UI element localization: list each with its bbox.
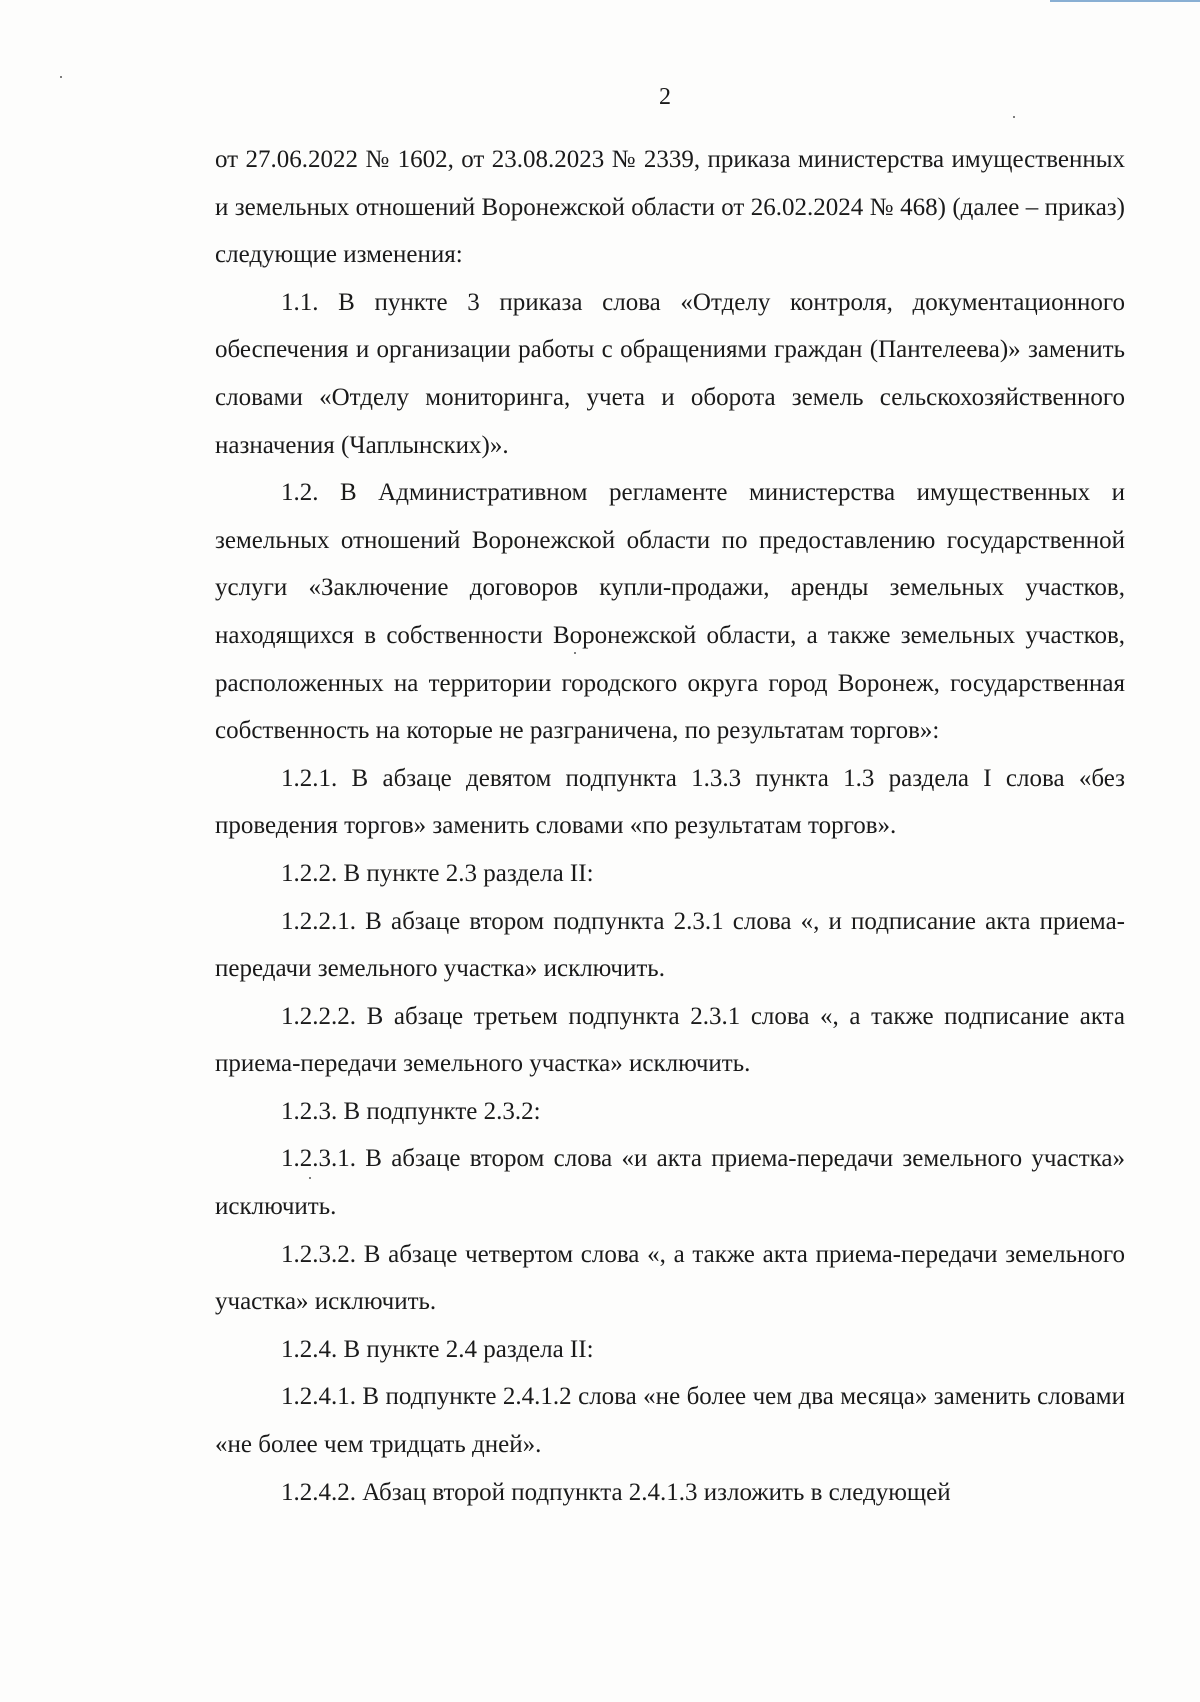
paragraph-1-2-3: 1.2.3. В подпункте 2.3.2: — [281, 1097, 541, 1125]
paragraph-continuation: от 27.06.2022 № 1602, от 23.08.2023 № 2339, приказа министерства имущественных и земельных отношений Воронежской области от 26.02.2024 № 468) (далее – приказ) следующие изменения: — [215, 146, 1125, 269]
paragraph-1-2-1: 1.2.1. В абзаце девятом подпункта 1.3.3 пункта 1.3 раздела I слова «без проведения торгов» заменить словами «по результатам торгов». — [215, 764, 1125, 840]
scan-speck — [1013, 116, 1015, 118]
scan-speck — [60, 76, 62, 78]
paragraph-1-1: 1.1. В пункте 3 приказа слова «Отделу контроля, документационного обеспечения и организации работы с обращениями граждан (Пантелеева)» заменить словами «Отделу мониторинга, учета и оборота земель сельскохозяйственного назначения (Чаплынских)». — [215, 288, 1125, 459]
paragraph-1-2-2-1: 1.2.2.1. В абзаце втором подпункта 2.3.1 слова «, и подписание акта приема-передачи земельного участка» исключить. — [215, 907, 1125, 983]
paragraph-1-2-2: 1.2.2. В пункте 2.3 раздела II: — [281, 859, 594, 887]
document-body — [215, 136, 1125, 1516]
paragraph-1-2-3-1: 1.2.3.1. В абзаце втором слова «и акта приема-передачи земельного участка» исключить. — [215, 1145, 1125, 1221]
paragraph-1-2: 1.2. В Административном регламенте министерства имущественных и земельных отношений Воронежской области по предоставлению государственной услуги «Заключение договоров купли-продажи, аренды земельных участков, находящихся в собственности Воронежской области, а также земельных участков, расположенных на территории городского округа город Воронеж, государственная собственность на которые не разграничена, по результатам торгов»: — [215, 479, 1125, 745]
paragraph-1-2-4-2: 1.2.4.2. Абзац второй подпункта 2.4.1.3 изложить в следующей — [281, 1478, 951, 1506]
paragraph-1-2-3-2: 1.2.3.2. В абзаце четвертом слова «, а также акта приема-передачи земельного участка» исключить. — [215, 1240, 1125, 1316]
paragraph-1-2-4-1: 1.2.4.1. В подпункте 2.4.1.2 слова «не более чем два месяца» заменить словами «не более чем тридцать дней». — [215, 1383, 1125, 1459]
page-number: 2 — [659, 84, 671, 110]
paragraph-1-2-2-2: 1.2.2.2. В абзаце третьем подпункта 2.3.1 слова «, а также подписание акта приема-передачи земельного участка» исключить. — [215, 1002, 1125, 1078]
paragraph-1-2-4: 1.2.4. В пункте 2.4 раздела II: — [281, 1335, 594, 1363]
scan-edge-mark — [1050, 0, 1200, 2]
